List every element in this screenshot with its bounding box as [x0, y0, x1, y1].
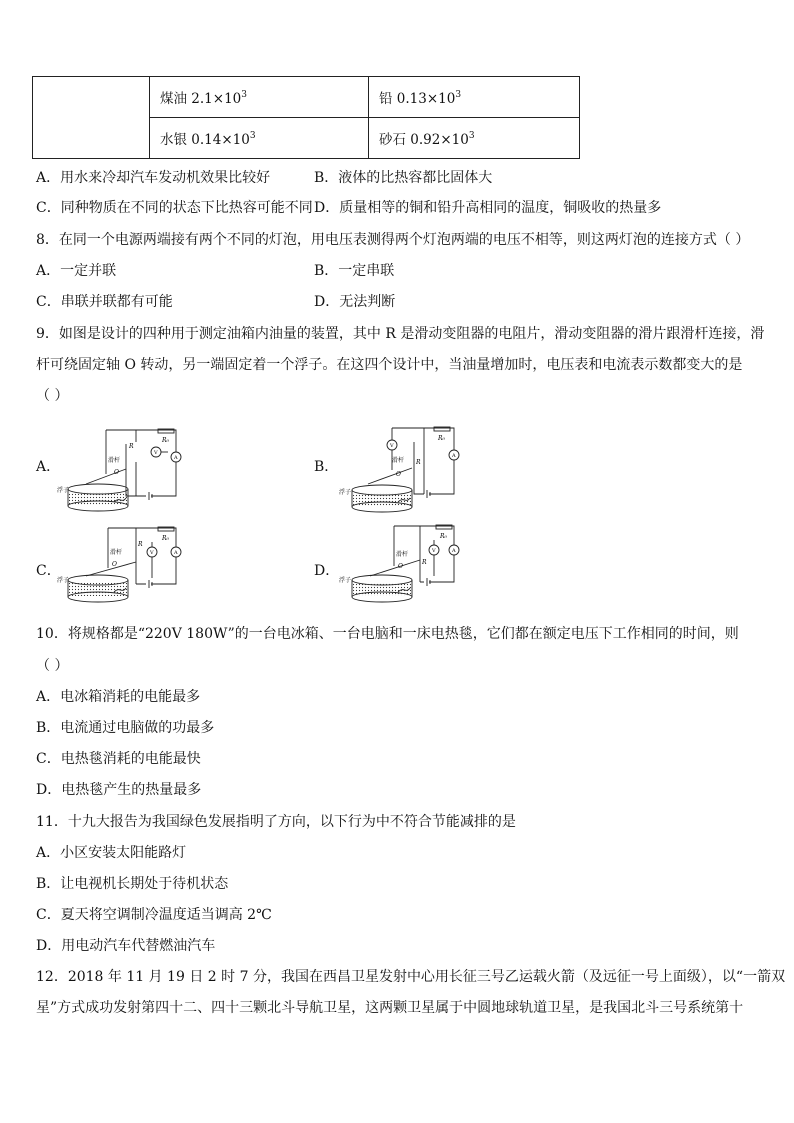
r-label: R [422, 559, 427, 566]
r-label: R [138, 541, 143, 548]
rod-label: 滑杆 [392, 457, 405, 464]
q11-option-d: D．用电动汽车代替燃油汽车 [36, 938, 216, 954]
table-cell: 砂石 $0.92\times 10^3$ [369, 118, 580, 159]
table-blank-cell [33, 77, 150, 159]
q9-circuit-figure-a [56, 424, 192, 524]
table-row [33, 77, 580, 118]
r0-label: R₀ [440, 533, 447, 540]
q7-option-d: D．质量相等的铜和铅升高相同的温度，铜吸收的热量多 [314, 200, 662, 216]
o-label: O [396, 471, 401, 478]
q7-option-b: B．液体的比热容都比固体大 [314, 170, 493, 186]
float-label: 浮子 [339, 577, 352, 584]
table-cell: 铅 $0.13\times 10^3$ [369, 77, 580, 118]
q8-option-d: D．无法判断 [314, 294, 396, 310]
r0-label: R₀ [162, 535, 169, 542]
o-label: O [114, 469, 119, 476]
q7-option-a: A．用水来冷却汽车发动机效果比较好 [36, 170, 271, 186]
float-label: 浮子 [57, 487, 70, 494]
q9-circuit-figure-b [334, 422, 470, 526]
q9-label-b: B． [314, 459, 339, 475]
rod-label: 滑杆 [396, 551, 409, 558]
q8-option-b: B．一定串联 [314, 263, 395, 279]
q9-stem-line2: 杆可绕固定轴 O 转动，另一端固定着一个浮子。在这四个设计中，当油量增加时，电压表和电流表示数都变大的是 [36, 357, 743, 373]
o-label: O [112, 561, 117, 568]
q11-stem: 11．十九大报告为我国绿色发展指明了方向，以下行为中不符合节能减排的是 [36, 814, 516, 830]
q10-stem-line2: （ ） [36, 658, 69, 674]
q9-circuit-figure-c [56, 522, 192, 622]
specific-heat-table [32, 76, 580, 159]
q8-option-c: C．串联并联都有可能 [36, 294, 173, 310]
q10-option-a: A．电冰箱消耗的电能最多 [36, 689, 201, 705]
o-label: O [398, 563, 403, 570]
ammeter-label: A [174, 455, 178, 461]
table-cell: 水银 $0.14\times 10^3$ [150, 118, 369, 159]
q11-option-b: B．让电视机长期处于待机状态 [36, 876, 229, 892]
ammeter-label: A [452, 453, 456, 459]
q10-option-c: C．电热毯消耗的电能最快 [36, 751, 201, 767]
float-label: 浮子 [57, 577, 70, 584]
voltmeter-label: V [432, 548, 436, 554]
r-label: R [129, 443, 134, 450]
rod-label: 滑杆 [110, 549, 123, 556]
voltmeter-label: V [154, 450, 158, 456]
q10-option-b: B．电流通过电脑做的功最多 [36, 720, 215, 736]
r0-label: R₀ [438, 435, 445, 442]
table-cell: 煤油 $2.1\times 10^3$ [150, 77, 369, 118]
ammeter-label: A [174, 550, 178, 556]
rod-label: 滑杆 [108, 457, 121, 464]
q9-circuit-figure-d [334, 520, 470, 622]
q8-stem: 8．在同一个电源两端接有两个不同的灯泡，用电压表测得两个灯泡两端的电压不相等，则这两灯泡的连接方式（ ） [36, 232, 750, 248]
q11-option-a: A．小区安装太阳能路灯 [36, 845, 187, 861]
q8-option-a: A．一定并联 [36, 263, 117, 279]
q9-label-d: D． [314, 563, 340, 579]
q11-option-c: C．夏天将空调制冷温度适当调高 2℃ [36, 907, 272, 923]
r0-label: R₀ [162, 437, 169, 444]
r-label: R [416, 459, 421, 466]
q12-stem-line2: 星”方式成功发射第四十二、四十三颗北斗导航卫星，这两颗卫星属于中圆地球轨道卫星，是我国北斗三号系统第十 [36, 1000, 744, 1016]
voltmeter-label: V [150, 550, 154, 556]
float-label: 浮子 [339, 489, 352, 496]
q12-stem-line1: 12．2018 年 11 月 19 日 2 时 7 分，我国在西昌卫星发射中心用长征三号乙运载火箭（及远征一号上面级），以“一箭双 [36, 969, 786, 985]
voltmeter-label: V [390, 443, 394, 449]
q9-label-a: A． [36, 459, 61, 475]
ammeter-label: A [452, 548, 456, 554]
q9-stem-line1: 9．如图是设计的四种用于测定油箱内油量的装置，其中 R 是滑动变阻器的电阻片，滑动变阻器的滑片跟滑杆连接，滑 [36, 326, 765, 342]
q9-label-c: C． [36, 563, 61, 579]
q10-option-d: D．电热毯产生的热量最多 [36, 782, 202, 798]
q9-stem-line3: （ ） [36, 388, 69, 404]
q10-stem-line1: 10．将规格都是“220V 180W”的一台电冰箱、一台电脑和一床电热毯，它们都在额定电压下工作相同的时间，则 [36, 626, 739, 642]
q7-option-c: C．同种物质在不同的状态下比热容可能不同 [36, 200, 313, 216]
